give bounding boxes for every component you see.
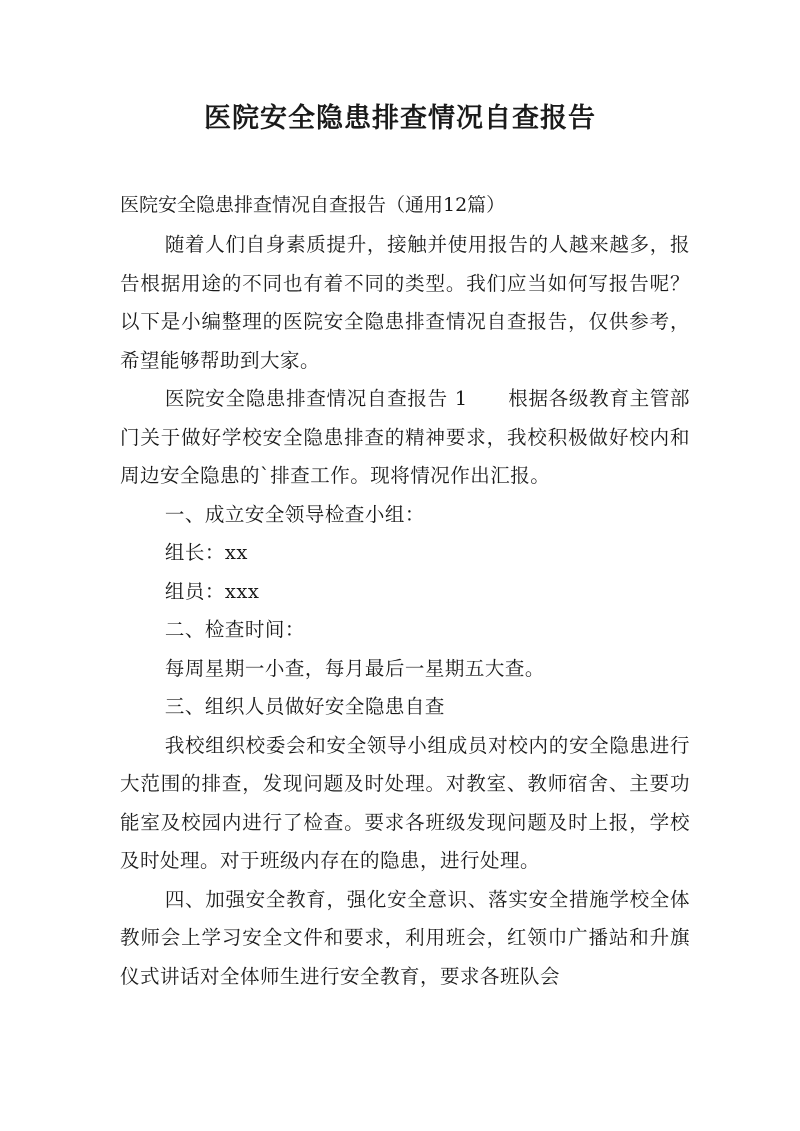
paragraph-inspection: 我校组织校委会和安全领导小组成员对校内的安全隐患进行大范围的排查，发现问题及时处理。对教室、教师宿舍、主要功能室及校园内进行了检查。要求各班级发现问题及时上报，学校及时处理。对于班级内存在的隐患，进行处理。 xyxy=(120,733,690,872)
paragraph-education: 四、加强安全教育，强化安全意识、落实安全措施学校全体教师会上学习安全文件和要求，利用班会，红领巾广播站和升旗仪式讲话对全体师生进行安全教育，要求各班队会 xyxy=(120,887,690,988)
section-heading-1: 一、成立安全领导检查小组： xyxy=(164,502,425,526)
document-body xyxy=(120,226,690,996)
document-subtitle: 医院安全隐患排查情况自查报告（通用12篇） xyxy=(120,194,506,216)
paragraph-intro: 随着人们自身素质提升，接触并使用报告的人越来越多，报告根据用途的不同也有着不同的类型。我们应当如何写报告呢？以下是小编整理的医院安全隐患排查情况自查报告，仅供参考，希望能够帮助到大家。 xyxy=(120,233,690,372)
paragraph-report-1: 医院安全隐患排查情况自查报告 1 根据各级教育主管部门关于做好学校安全隐患排查的精神要求，我校积极做好校内和周边安全隐患的`排查工作。现将情况作出汇报。 xyxy=(120,387,690,487)
document-title: 医院安全隐患排查情况自查报告 xyxy=(204,103,596,134)
paragraph-schedule: 每周星期一小查，每月最后一星期五大查。 xyxy=(164,656,545,680)
section-heading-2: 二、检查时间： xyxy=(164,618,305,641)
paragraph-members: 组员：xxx xyxy=(164,579,260,603)
paragraph-leader: 组长：xx xyxy=(164,541,248,564)
section-heading-3: 三、组织人员做好安全隐患自查 xyxy=(164,695,445,718)
